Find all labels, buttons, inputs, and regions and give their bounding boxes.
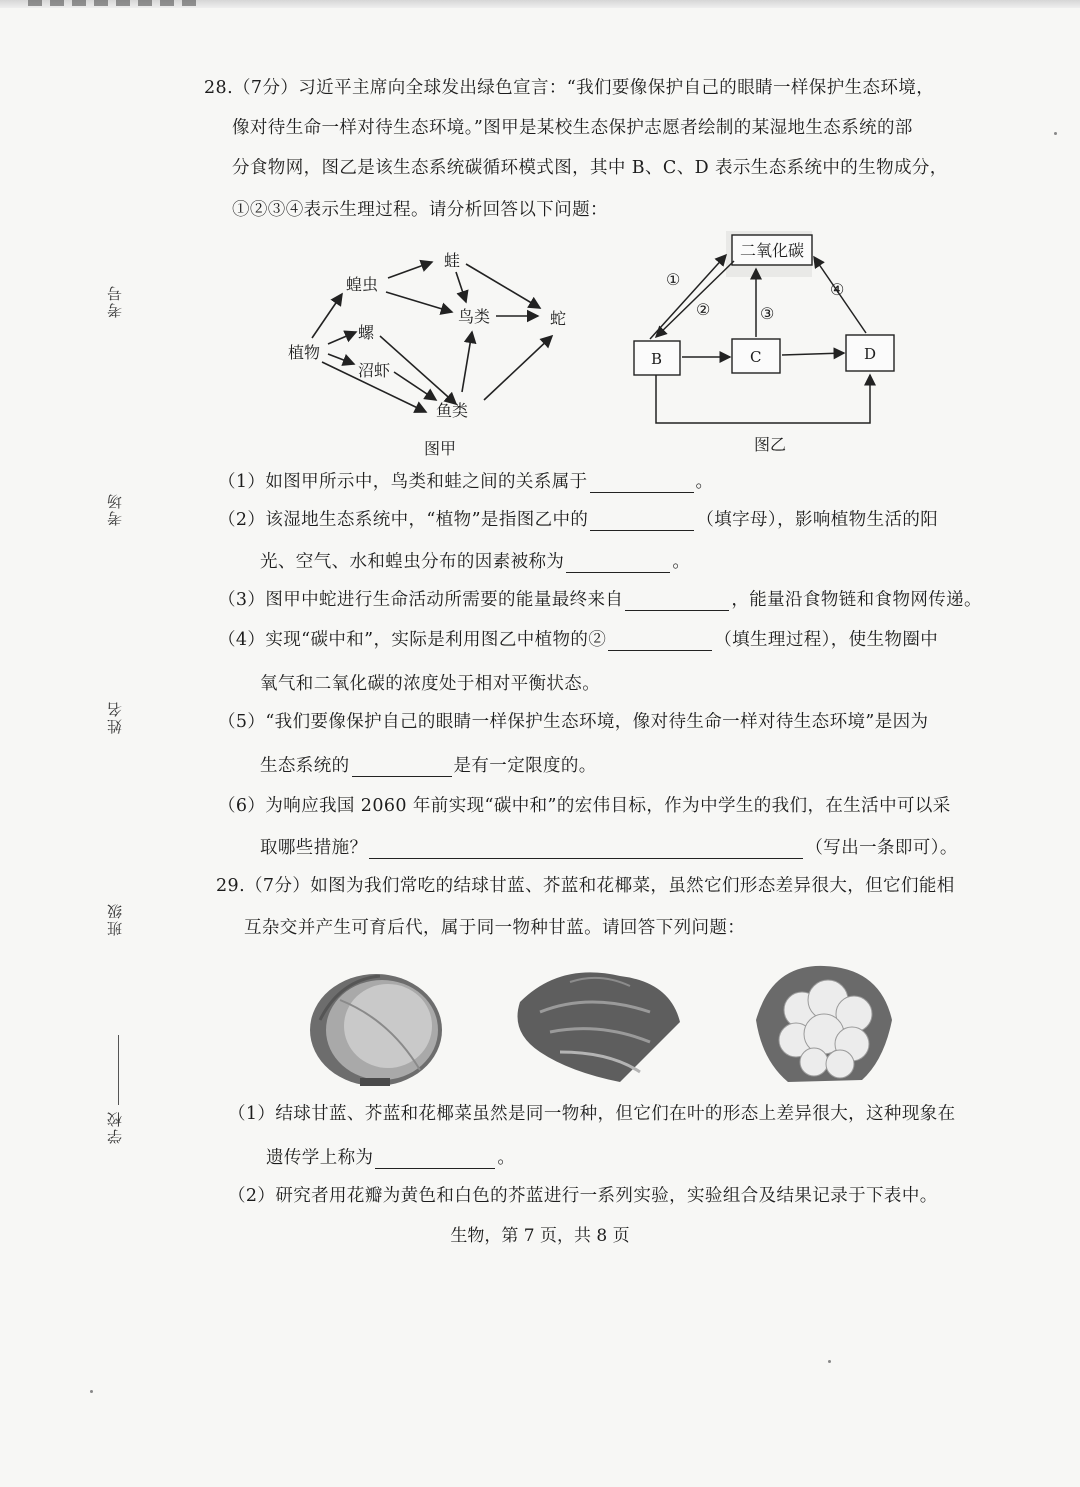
cauliflower-photo <box>752 960 897 1090</box>
answer-blank-1[interactable] <box>590 474 694 493</box>
page-footer: 生物，第 7 页，共 8 页 <box>450 1226 630 1246</box>
q28-sub-5-cont: 生态系统的 是有一定限度的。 <box>260 756 597 776</box>
q28-sub-2: （2）该湿地生态系统中，“植物”是指图乙中的 （填字母），影响植物生活的阳 <box>218 510 939 530</box>
side-label-exam-no: 考号 <box>106 284 124 318</box>
q29-intro-line-1: 29.（7分）如图为我们常吃的结球甘蓝、芥蓝和花椰菜，虽然它们形态差异很大，但它们能相 <box>216 876 955 896</box>
q28-sub-3: （3）图甲中蛇进行生命活动所需要的能量最终来自 ，能量沿食物链和食物网传递。 <box>218 590 982 610</box>
arrow-frog-bird <box>456 272 466 302</box>
side-blank-line <box>118 1035 119 1105</box>
food-web-diagram <box>270 240 600 440</box>
node-locust: 蝗虫 <box>346 275 379 294</box>
q29-sub-1: （1）结球甘蓝、芥蓝和花椰菜虽然是同一物种，但它们在叶的形态上差异很大，这种现象在 <box>228 1104 956 1124</box>
answer-blank-4[interactable] <box>608 632 712 651</box>
node-frog: 蛙 <box>444 251 461 270</box>
arrow-fish-bird <box>462 332 472 392</box>
q29-intro-line-2: 互杂交并产生可育后代，属于同一物种甘蓝。请回答下列问题： <box>244 918 746 938</box>
node-fish: 鱼类 <box>436 401 469 420</box>
q28-sub-2-cont: 光、空气、水和蝗虫分布的因素被称为 。 <box>260 552 691 572</box>
arrow-shrimp-fish <box>394 372 436 400</box>
q28-intro-line-2: 像对待生命一样对待生态环境。”图甲是某校生态保护志愿者绘制的某湿地生态系统的部 <box>232 118 913 138</box>
arrow-plant-locust <box>312 294 342 338</box>
q28-sub-4: （4）实现“碳中和”，实际是利用图乙中植物的② （填生理过程），使生物圈中 <box>218 630 939 650</box>
label-process-3: ③ <box>760 304 775 323</box>
carbon-cycle-diagram <box>620 225 900 435</box>
q28-sub-4-cont: 氧气和二氧化碳的浓度处于相对平衡状态。 <box>260 674 601 694</box>
q28-sub-1: （1）如图甲所示中，鸟类和蛙之间的关系属于 。 <box>218 472 714 492</box>
side-label-school: 学校 <box>106 1110 124 1144</box>
node-snake: 蛇 <box>550 309 567 328</box>
arrow-locust-frog <box>388 262 432 278</box>
scan-speck <box>1054 132 1057 135</box>
q28-intro-line-4: ①②③④表示生理过程。请分析回答以下问题： <box>232 200 608 220</box>
q28-intro-line-1: 28.（7分）习近平主席向全球发出绿色宣言：“我们要像保护自己的眼睛一样保护生态环境， <box>204 78 935 98</box>
label-process-2: ② <box>696 300 711 319</box>
side-label-room: 考场 <box>106 492 124 526</box>
label-process-1: ① <box>666 270 681 289</box>
fig-b-caption: 图乙 <box>754 435 787 454</box>
arrow-c-to-d <box>782 353 844 355</box>
node-snail: 螺 <box>358 323 375 342</box>
node-plant: 植物 <box>288 343 321 362</box>
arrow-b-to-d <box>656 375 870 423</box>
answer-blank-29-1[interactable] <box>375 1150 495 1169</box>
arrow-b-to-co2 <box>650 255 726 339</box>
arrow-fish-snake <box>484 336 552 400</box>
label-process-4: ④ <box>830 280 845 299</box>
fig-a-caption: 图甲 <box>424 439 457 458</box>
q28-sub-5: （5）“我们要像保护自己的眼睛一样保护生态环境，像对待生命一样对待生态环境”是因为 <box>218 712 929 732</box>
scan-top-marks <box>28 0 198 6</box>
answer-blank-2b[interactable] <box>566 554 670 573</box>
arrow-plant-shrimp <box>328 354 354 364</box>
scan-speck <box>828 1360 831 1363</box>
arrow-locust-bird <box>386 292 452 312</box>
q29-sub-2: （2）研究者用花瓣为黄色和白色的芥蓝进行一系列实验，实验组合及结果记录于下表中。 <box>228 1186 938 1206</box>
arrow-frog-snake <box>466 264 540 308</box>
node-bird: 鸟类 <box>458 307 491 326</box>
scan-speck <box>90 1390 93 1393</box>
q28-sub-6: （6）为响应我国 2060 年前实现“碳中和”的宏伟目标，作为中学生的我们，在生活中可以采 <box>218 796 951 816</box>
side-label-class: 班级 <box>106 902 124 936</box>
answer-blank-2a[interactable] <box>590 512 694 531</box>
label-c: C <box>750 348 762 366</box>
answer-blank-6[interactable] <box>369 840 803 859</box>
q29-sub-1-cont: 遗传学上称为 。 <box>266 1148 516 1168</box>
chinese-kale-photo <box>500 962 690 1092</box>
label-co2: 二氧化碳 <box>740 241 805 260</box>
q28-intro-line-3: 分食物网，图乙是该生态系统碳循环模式图，其中 B、C、D 表示生态系统中的生物成分， <box>232 158 948 178</box>
arrow-snail-fish <box>380 336 456 404</box>
label-d: D <box>864 345 877 363</box>
answer-blank-5[interactable] <box>352 758 452 777</box>
cabbage-photo <box>300 960 450 1090</box>
q28-sub-6-cont: 取哪些措施？ （写出一条即可）。 <box>260 838 958 858</box>
side-label-name: 姓名 <box>106 700 124 734</box>
arrow-plant-snail <box>328 332 356 344</box>
node-shrimp: 沼虾 <box>358 361 391 380</box>
label-b: B <box>651 350 663 368</box>
answer-blank-3[interactable] <box>625 592 729 611</box>
